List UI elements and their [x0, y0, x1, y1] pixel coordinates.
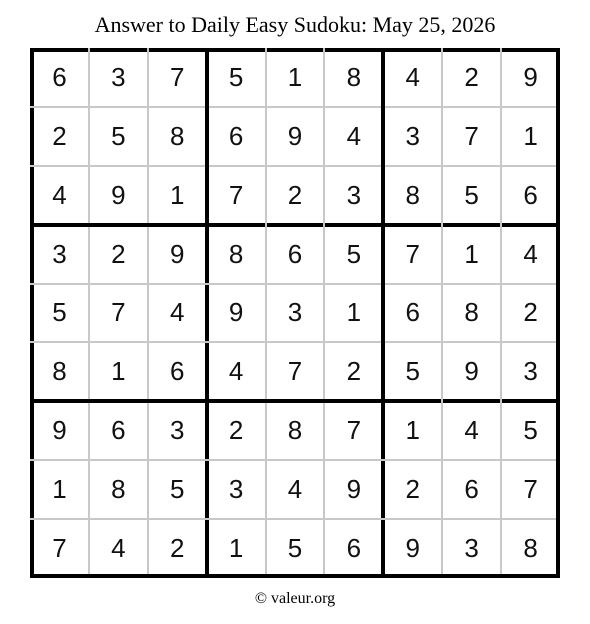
sudoku-cell: 5 — [405, 356, 420, 387]
sudoku-board — [30, 48, 560, 578]
sudoku-cell: 6 — [111, 415, 126, 446]
sudoku-cell: 7 — [52, 533, 67, 564]
sudoku-cell: 7 — [111, 297, 126, 328]
sudoku-cell: 7 — [169, 61, 185, 92]
sudoku-cell: 1 — [228, 533, 244, 564]
sudoku-cell: 6 — [287, 238, 303, 269]
sudoku-cell: 7 — [405, 238, 420, 269]
sudoku-cell: 4 — [228, 356, 244, 387]
sudoku-cell: 5 — [523, 415, 538, 446]
sudoku-cell: 5 — [52, 297, 67, 328]
sudoku-cell: 9 — [523, 61, 538, 92]
sudoku-cell: 8 — [52, 356, 67, 387]
sudoku-cell: 1 — [405, 415, 420, 446]
sudoku-cell: 9 — [287, 120, 303, 151]
sudoku-cell: 8 — [346, 61, 362, 92]
sudoku-cell: 4 — [464, 415, 479, 446]
sudoku-cell: 3 — [405, 120, 420, 151]
sudoku-cell: 7 — [228, 179, 244, 210]
sudoku-cell: 4 — [111, 533, 126, 564]
sudoku-cell: 8 — [228, 238, 244, 269]
sudoku-cell: 1 — [287, 61, 303, 92]
sudoku-cell: 7 — [523, 474, 538, 505]
sudoku-cell: 8 — [464, 297, 479, 328]
sudoku-cell: 1 — [52, 474, 67, 505]
sudoku-cell: 1 — [464, 238, 479, 269]
sudoku-cell: 1 — [523, 120, 538, 151]
sudoku-cell: 5 — [228, 61, 244, 92]
sudoku-cell: 4 — [52, 179, 67, 210]
sudoku-cell: 3 — [287, 297, 303, 328]
page-title: Answer to Daily Easy Sudoku: May 25, 2026 — [94, 12, 496, 37]
sudoku-cell: 1 — [346, 297, 362, 328]
sudoku-cell: 2 — [111, 238, 126, 269]
sudoku-cell: 9 — [346, 474, 362, 505]
sudoku-cell: 2 — [52, 120, 67, 151]
sudoku-cell: 4 — [523, 238, 538, 269]
sudoku-cell: 4 — [405, 61, 420, 92]
sudoku-cell: 3 — [464, 533, 479, 564]
sudoku-cell: 6 — [405, 297, 420, 328]
sudoku-cell: 2 — [287, 179, 303, 210]
sudoku-cell: 9 — [111, 179, 126, 210]
sudoku-cell: 4 — [346, 120, 362, 151]
sudoku-grid — [30, 48, 560, 578]
sudoku-cell: 9 — [464, 356, 479, 387]
sudoku-cell: 2 — [346, 356, 362, 387]
copyright-footer: © valeur.org — [254, 590, 336, 607]
sudoku-cell: 8 — [169, 120, 185, 151]
sudoku-cell: 2 — [523, 297, 538, 328]
sudoku-cell: 6 — [228, 120, 244, 151]
sudoku-cell: 9 — [405, 533, 420, 564]
sudoku-cell: 2 — [464, 61, 479, 92]
sudoku-cell: 6 — [52, 61, 67, 92]
sudoku-cell: 2 — [405, 474, 420, 505]
sudoku-cell: 7 — [287, 356, 303, 387]
sudoku-cell: 5 — [287, 533, 303, 564]
sudoku-cell: 2 — [228, 415, 244, 446]
sudoku-cell: 1 — [111, 356, 126, 387]
sudoku-cell: 1 — [169, 179, 185, 210]
sudoku-cell: 2 — [169, 533, 185, 564]
sudoku-cell: 8 — [405, 179, 420, 210]
sudoku-cell: 3 — [169, 415, 185, 446]
sudoku-cell: 8 — [287, 415, 303, 446]
sudoku-cell: 3 — [346, 179, 362, 210]
sudoku-cell: 4 — [169, 297, 185, 328]
sudoku-cell: 9 — [52, 415, 67, 446]
sudoku-cell: 6 — [169, 356, 185, 387]
sudoku-cell: 9 — [228, 297, 244, 328]
sudoku-cell: 8 — [523, 533, 538, 564]
sudoku-cell: 3 — [523, 356, 538, 387]
sudoku-cell: 6 — [464, 474, 479, 505]
sudoku-cell: 4 — [287, 474, 303, 505]
sudoku-cell: 5 — [169, 474, 185, 505]
sudoku-cell: 7 — [464, 120, 479, 151]
sudoku-cell: 3 — [228, 474, 244, 505]
sudoku-cell: 8 — [111, 474, 126, 505]
sudoku-cell: 3 — [111, 61, 126, 92]
sudoku-cell: 6 — [346, 533, 362, 564]
sudoku-cell: 3 — [52, 238, 67, 269]
sudoku-cell: 5 — [111, 120, 126, 151]
sudoku-cell: 6 — [523, 179, 538, 210]
sudoku-cell: 7 — [346, 415, 362, 446]
sudoku-cell: 5 — [346, 238, 362, 269]
sudoku-cell: 9 — [169, 238, 185, 269]
sudoku-cell: 5 — [464, 179, 479, 210]
